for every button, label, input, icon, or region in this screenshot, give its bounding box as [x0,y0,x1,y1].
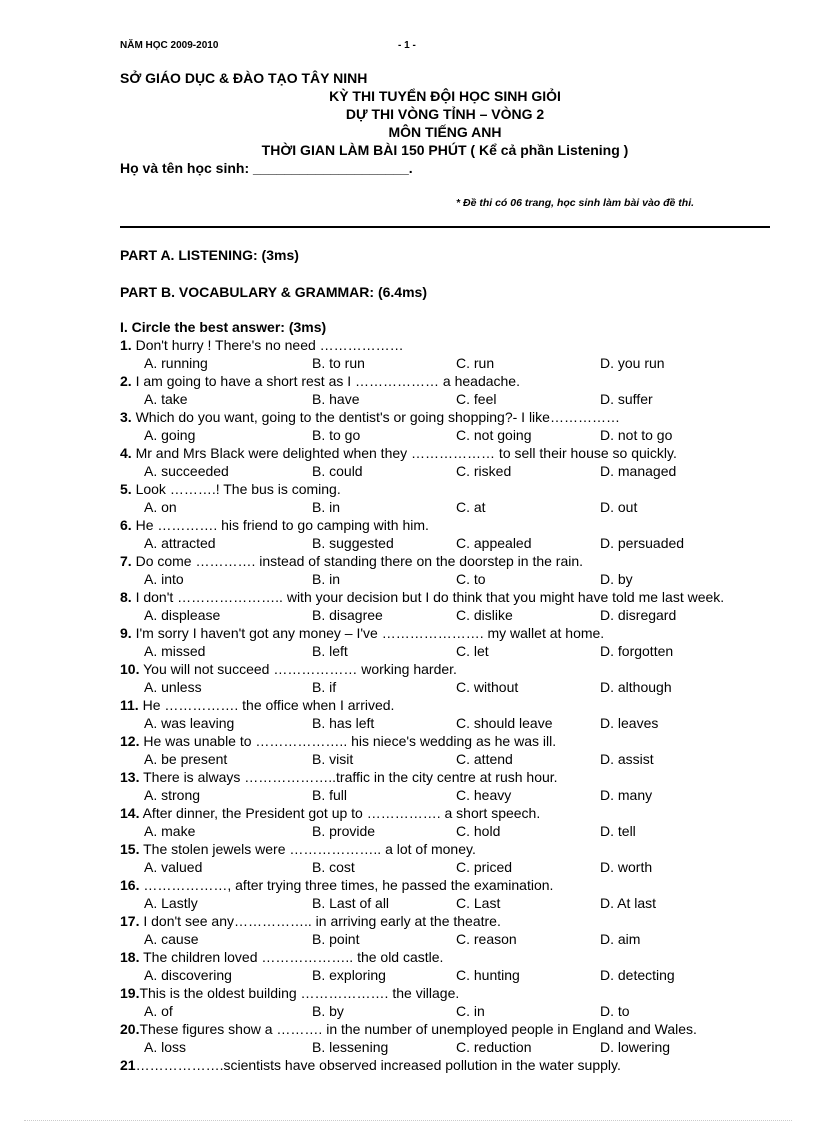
option-b[interactable]: B. exploring [312,967,386,983]
option-d[interactable]: D. aim [600,931,641,947]
question-stem [120,913,501,929]
question-text: I am going to have a short rest as I ……………… a headache. [131,373,520,389]
question-text: I don't ………………….. with your decision but I do think that you might have told me last week. [131,589,725,605]
question-text: He was unable to ……………….. his niece's wedding as he was ill. [139,733,557,749]
question-stem [120,805,540,821]
answer-options [120,895,780,913]
option-d[interactable]: D. suffer [600,391,653,407]
option-d[interactable]: D. detecting [600,967,675,983]
option-b[interactable]: B. full [312,787,348,803]
option-c[interactable]: C. to [456,571,486,587]
option-d[interactable]: D. worth [600,859,653,875]
exam-round: DỰ THI VÒNG TỈNH – VÒNG 2 [345,106,545,122]
option-a[interactable]: A. cause [144,931,199,947]
option-b[interactable]: B. cost [312,859,355,875]
option-c[interactable]: C. hunting [456,967,520,983]
option-a[interactable]: A. displease [144,607,221,623]
question-stem [120,409,620,425]
question-item [120,913,780,949]
question-stem [120,877,553,893]
option-b[interactable]: B. point [312,931,360,947]
option-b[interactable]: B. by [312,1003,344,1019]
option-b[interactable]: B. in [312,571,341,587]
option-b[interactable]: B. disagree [312,607,383,623]
question-stem [120,661,457,677]
question-text: He …………. his friend to go camping with him. [131,517,429,533]
question-number: 6. [120,517,132,533]
exam-title: KỲ THI TUYỂN ĐỘI HỌC SINH GIỎI [329,88,561,104]
option-a[interactable]: A. take [144,391,188,407]
question-item [120,409,780,445]
option-a[interactable]: A. make [144,823,196,839]
option-d[interactable]: D. disregard [600,607,677,623]
option-a[interactable]: A. unless [144,679,202,695]
question-item [120,769,780,805]
question-stem [120,481,341,497]
option-c[interactable]: C. reduction [456,1039,532,1055]
option-b[interactable]: B. left [312,643,348,659]
option-d[interactable]: D. persuaded [600,535,685,551]
option-d[interactable]: D. lowering [600,1039,671,1055]
question-item [120,1021,780,1057]
answer-options [120,859,780,877]
answer-options [120,643,780,661]
question-text: The stolen jewels were ……………….. a lot of money. [139,841,476,857]
option-c[interactable]: C. should leave [456,715,553,731]
question-text: I'm sorry I haven't got any money – I've …………………. my wallet at home. [131,625,605,641]
question-number: 2. [120,373,132,389]
question-number: 19. [120,985,140,1001]
option-b[interactable]: B. has left [312,715,375,731]
question-item [120,445,780,481]
question-number: 20. [120,1021,140,1037]
question-text: I don't see any…………….. in arriving early at the theatre. [139,913,501,929]
question-text: This is the oldest building ………………. the village. [139,985,460,1001]
question-number: 1. [120,337,132,353]
question-number: 13. [120,769,140,785]
option-b[interactable]: B. provide [312,823,376,839]
answer-options [120,1075,780,1093]
answer-options [120,571,780,589]
question-item [120,661,780,697]
question-number: 4. [120,445,132,461]
option-c[interactable]: C. without [456,679,519,695]
question-text: Which do you want, going to the dentist's or going shopping?- I like…………… [131,409,620,425]
option-c[interactable]: C. Last [456,895,501,911]
question-text: ………………, after trying three times, he passed the examination. [139,877,554,893]
question-text: Do come …………. instead of standing there on the doorstep in the rain. [131,553,584,569]
option-a[interactable]: A. going [144,427,196,443]
answer-options [120,1003,780,1021]
option-a[interactable]: A. running [144,355,208,371]
option-c[interactable]: C. run [456,355,495,371]
option-c[interactable]: C. appealed [456,535,532,551]
answer-options [120,967,780,985]
option-a[interactable]: A. be present [144,751,228,767]
part-a-heading: PART A. LISTENING: (3ms) [120,247,299,263]
question-text: These figures show a ………. in the number of unemployed people in England and Wales. [139,1021,697,1037]
option-b[interactable]: B. to go [312,427,361,443]
option-d[interactable]: D. leaves [600,715,659,731]
option-b[interactable]: B. suggested [312,535,394,551]
question-text: There is always ………………..traffic in the city centre at rush hour. [139,769,558,785]
section-1-heading: I. Circle the best answer: (3ms) [120,319,327,335]
option-b[interactable]: B. Last of all [312,895,390,911]
question-stem [120,733,556,749]
option-c[interactable]: C. not going [456,427,532,443]
question-number: 8. [120,589,132,605]
exam-note: * Đề thi có 06 trang, học sinh làm bài vào đề thi. [456,197,695,209]
subject-title: MÔN TIẾNG ANH [388,124,502,140]
question-stem [120,769,558,785]
question-text: After dinner, the President got up to ……………. a short speech. [139,805,541,821]
option-a[interactable]: A. of [144,1003,173,1019]
option-a[interactable]: A. strong [144,787,201,803]
question-number: 18. [120,949,140,965]
question-number: 11. [120,697,139,713]
question-item [120,481,780,517]
option-b[interactable]: B. to run [312,355,365,371]
option-a[interactable]: A. into [144,571,184,587]
question-stem [120,445,677,461]
question-item [120,1057,780,1093]
answer-options [120,499,780,517]
question-item [120,805,780,841]
option-c[interactable]: C. let [456,643,489,659]
option-b[interactable]: B. have [312,391,360,407]
question-number: 16. [120,877,140,893]
student-name-field: Họ và tên học sinh: ____________________. [120,160,413,176]
option-c[interactable]: C. priced [456,859,513,875]
question-number: 3. [120,409,132,425]
option-c[interactable]: C. hold [456,823,501,839]
answer-options [120,355,780,373]
option-a[interactable]: A. on [144,499,177,515]
answer-options [120,427,780,445]
option-c[interactable]: C. in [456,1003,485,1019]
option-c[interactable]: C. reason [456,931,517,947]
option-d[interactable]: D. although [600,679,672,695]
question-item [120,517,780,553]
answer-options [120,787,780,805]
question-stem [120,589,724,605]
option-d[interactable]: D. not to go [600,427,673,443]
answer-options [120,679,780,697]
page-footer-line [24,1120,792,1121]
option-d[interactable]: D. forgotten [600,643,674,659]
question-item [120,625,780,661]
option-c[interactable]: C. attend [456,751,513,767]
option-a[interactable]: A. attracted [144,535,216,551]
answer-options [120,391,780,409]
question-stem [120,1021,697,1037]
question-item [120,553,780,589]
option-c[interactable]: C. heavy [456,787,512,803]
question-text: Look ……….! The bus is coming. [131,481,341,497]
option-a[interactable]: A. was leaving [144,715,235,731]
answer-options [120,715,780,733]
question-stem [120,337,404,353]
question-number: 10. [120,661,140,677]
option-c[interactable]: C. dislike [456,607,513,623]
question-number: 15. [120,841,140,857]
option-c[interactable]: C. risked [456,463,512,479]
question-stem [120,697,394,713]
option-c[interactable]: C. feel [456,391,497,407]
option-b[interactable]: B. if [312,679,337,695]
option-a[interactable]: A. valued [144,859,203,875]
question-item [120,733,780,769]
option-d[interactable]: D. you run [600,355,665,371]
question-number: 5. [120,481,132,497]
question-text: The children loved ……………….. the old castle. [139,949,444,965]
answer-options [120,751,780,769]
question-text: Mr and Mrs Black were delighted when they ……………… to sell their house so quickly. [131,445,677,461]
question-stem [120,1057,621,1073]
option-d[interactable]: D. At last [600,895,657,911]
option-c[interactable]: C. at [456,499,486,515]
option-b[interactable]: B. could [312,463,363,479]
option-b[interactable]: B. lessening [312,1039,389,1055]
answer-options [120,931,780,949]
question-stem [120,373,520,389]
question-item [120,985,780,1021]
question-number: 12. [120,733,140,749]
question-item [120,697,780,733]
answer-options [120,607,780,625]
question-item [120,841,780,877]
question-item [120,373,780,409]
divider-line [120,226,770,228]
question-number: 17. [120,913,140,929]
question-stem [120,985,459,1001]
answer-options [120,463,780,481]
question-stem [120,625,604,641]
question-item [120,337,780,373]
question-text: You will not succeed ……………… working harder. [139,661,457,677]
option-a[interactable]: A. succeeded [144,463,229,479]
question-text: ……………….scientists have observed increased pollution in the water supply. [135,1057,621,1073]
question-number: 7. [120,553,132,569]
option-b[interactable]: B. in [312,499,341,515]
part-b-heading: PART B. VOCABULARY & GRAMMAR: (6.4ms) [120,284,427,300]
option-d[interactable]: D. tell [600,823,636,839]
question-item [120,589,780,625]
question-item [120,877,780,913]
page-number: - 1 - [398,40,416,51]
option-d[interactable]: D. assist [600,751,654,767]
question-item [120,949,780,985]
option-a[interactable]: A. Lastly [144,895,198,911]
option-a[interactable]: A. missed [144,643,206,659]
option-d[interactable]: D. many [600,787,653,803]
question-number: 14. [120,805,140,821]
option-a[interactable]: A. loss [144,1039,187,1055]
option-b[interactable]: B. visit [312,751,354,767]
answer-options [120,535,780,553]
question-text: He ……………. the office when I arrived. [138,697,395,713]
question-stem [120,949,443,965]
option-d[interactable]: D. out [600,499,638,515]
option-a[interactable]: A. discovering [144,967,232,983]
exam-duration: THỜI GIAN LÀM BÀI 150 PHÚT ( Kể cả phần Listening ) [261,142,629,158]
option-d[interactable]: D. by [600,571,633,587]
question-number: 9. [120,625,132,641]
option-d[interactable]: D. to [600,1003,630,1019]
question-stem [120,841,476,857]
department-title: SỞ GIÁO DỤC & ĐÀO TẠO TÂY NINH [120,70,368,86]
answer-options [120,823,780,841]
school-year: NĂM HỌC 2009-2010 [120,40,219,51]
option-d[interactable]: D. managed [600,463,677,479]
answer-options [120,1039,780,1057]
question-number: 21 [120,1057,136,1073]
question-list [120,337,780,1093]
question-stem [120,553,583,569]
question-text: Don't hurry ! There's no need ……………… [131,337,404,353]
question-stem [120,517,429,533]
